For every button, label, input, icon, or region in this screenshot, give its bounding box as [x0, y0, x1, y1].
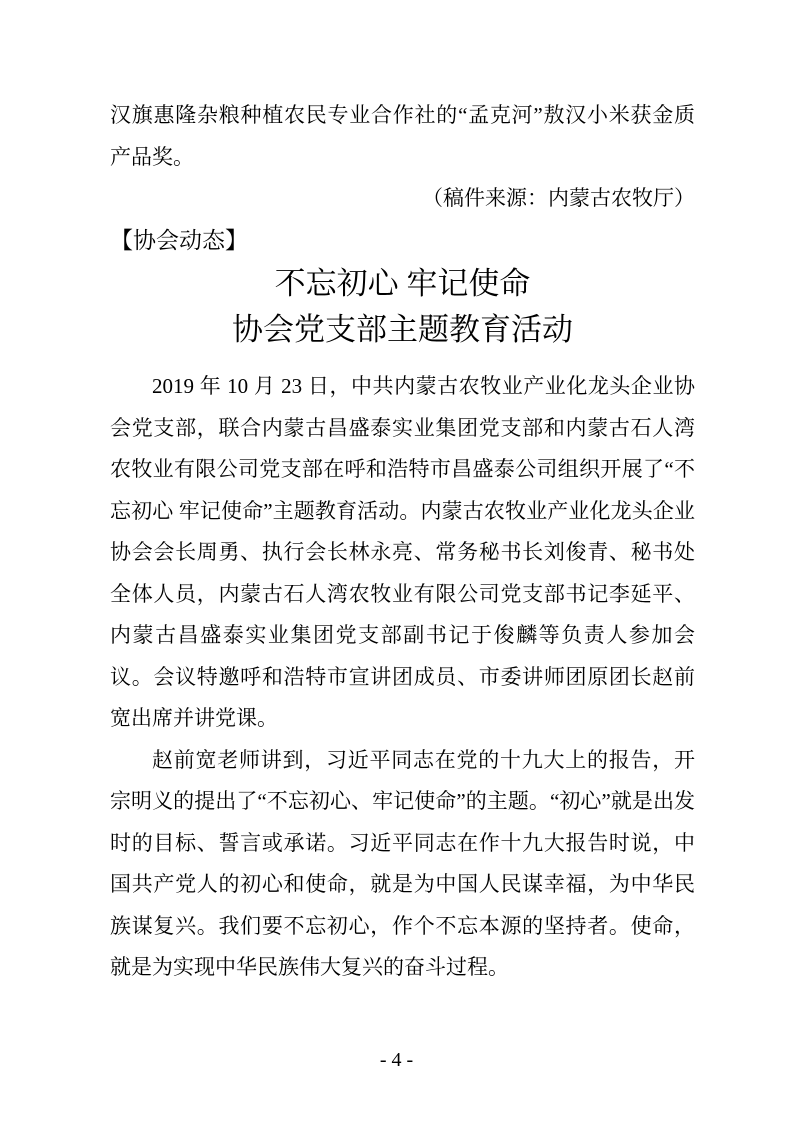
page-number: - 4 - [379, 1049, 414, 1071]
article-paragraph-2: 赵前宽老师讲到，习近平同志在党的十九大上的报告，开宗明义的提出了“不忘初心、牢记使命”的主题。“初心”就是出发时的目标、誓言或承诺。习近平同志在作十九大报告时说，中国共产党人的初心和使命，就是为中国人民谋幸福，为中华民族谋复兴。我们要不忘初心，作个不忘本源的坚持者。使命，就是为实现中华民族伟大复兴的奋斗过程。 [110, 747, 695, 979]
article-title-line-2: 协会党支部主题教育活动 [232, 312, 573, 347]
page-content [110, 95, 695, 989]
section-header: 【协会动态】 [110, 226, 248, 253]
source-attribution: （稿件来源：内蒙古农牧厅） [422, 186, 695, 210]
carryover-paragraph: 汉旗惠隆杂粮种植农民专业合作社的“孟克河”敖汉小米获金质产品奖。 [110, 103, 695, 169]
article-title-line-1: 不忘初心 牢记使命 [274, 266, 531, 301]
article-paragraph-1: 2019 年 10 月 23 日，中共内蒙古农牧业产业化龙头企业协会党支部，联合内蒙古昌盛泰实业集团党支部和内蒙古石人湾农牧业有限公司党支部在呼和浩特市昌盛泰公司组织开展了“不忘初心 牢记使命”主题教育活动。内蒙古农牧业产业化龙头企业协会会长周勇、执行会长林永亮、常务秘书长刘俊青、秘书处全体人员，内蒙古石人湾农牧业有限公司党支部书记李延平、内蒙古昌盛泰实业集团党支部副书记于俊麟等负责人参加会议。会议特邀呼和浩特市宣讲团成员、市委讲师团原团长赵前宽出席并讲党课。 [110, 374, 695, 730]
